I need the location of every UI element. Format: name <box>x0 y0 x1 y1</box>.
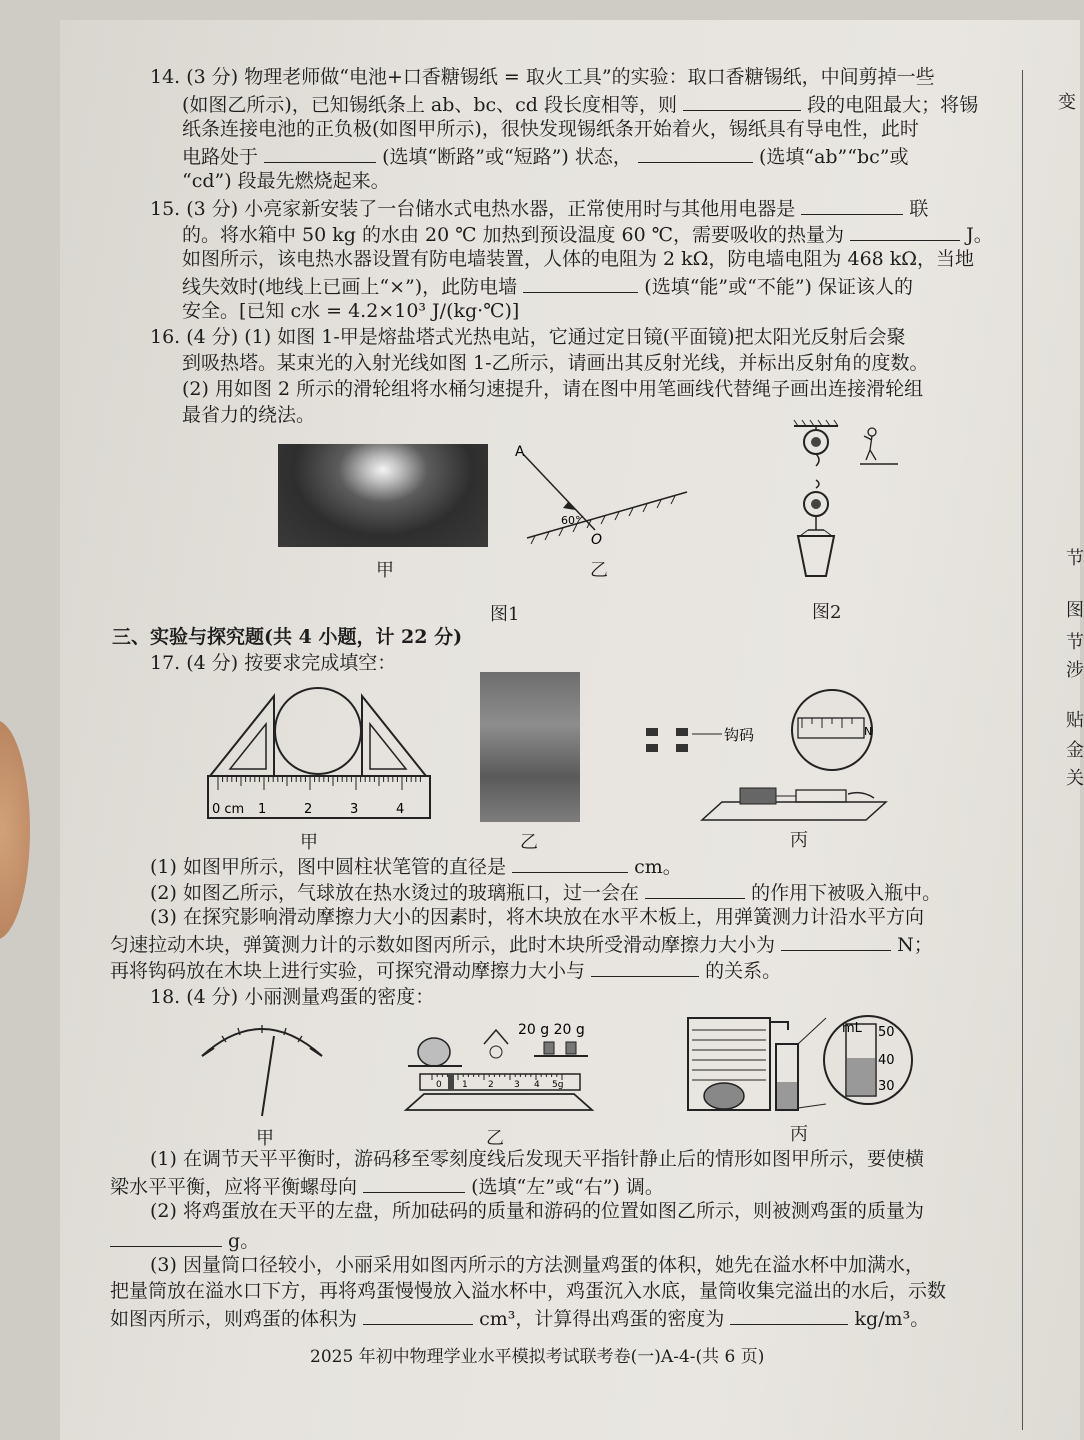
balloon-bottle-photo <box>480 672 580 822</box>
q14-line4 <box>182 142 909 170</box>
angle-label: 60° <box>561 514 581 527</box>
q17-p1-end: cm。 <box>634 856 682 878</box>
q18-blank-4[interactable] <box>730 1304 848 1325</box>
q17-p2 <box>150 878 941 906</box>
q15-line5: 安全。[已知 c水 = 4.2×10³ J/(kg·℃)] <box>182 300 520 322</box>
q15-line4-text: 线失效时(地线上已画上“×”)，此防电墙 <box>182 276 518 298</box>
q15-line4-end: (选填“能”或“不能”) 保证该人的 <box>644 276 914 298</box>
q15-blank-1[interactable] <box>801 194 903 215</box>
weight-2 <box>566 1042 576 1054</box>
q18-yi-caption: 乙 <box>486 1128 504 1149</box>
q17-blank-3[interactable] <box>781 930 891 951</box>
fig1-yi-caption: 乙 <box>590 560 608 581</box>
margin-char-6: 贴 <box>1066 710 1084 731</box>
q17-p5-text: 再将钩码放在木块上进行实验，可探究滑动摩擦力大小与 <box>110 960 586 982</box>
q15-line1-end: 联 <box>909 198 929 220</box>
q15-line3: 如图所示，该电热水器设置有防电墙装置，人体的电阻为 2 kΩ，防电墙电阻为 468 kΩ，当地 <box>182 248 975 270</box>
q14-line2-end: 段的电阻最大；将锡 <box>807 94 979 116</box>
water-bucket <box>798 536 834 576</box>
q15-blank-2[interactable] <box>850 220 960 241</box>
q17-p3: (3) 在探究影响滑动摩擦力大小的因素时，将木块放在水平木板上，用弹簧测力计沿水平方向 <box>150 906 924 928</box>
q18-p4 <box>110 1226 259 1254</box>
q17-p4 <box>110 930 933 958</box>
q18-p2-text: 梁水平平衡，应将平衡螺母向 <box>110 1176 358 1198</box>
q15-line4 <box>182 272 913 300</box>
egg <box>418 1038 450 1066</box>
cyl-tick-50: 50 <box>878 1025 895 1040</box>
page-footer: 2025 年初中物理学业水平模拟考试联考卷(一)A-4-(共 6 页) <box>310 1347 765 1367</box>
q17-p4-text: 匀速拉动木块，弹簧测力计的示数如图丙所示，此时木块所受滑动摩擦力大小为 <box>110 934 776 956</box>
q17-p5-end: 的关系。 <box>705 960 782 982</box>
pointer <box>262 1036 274 1116</box>
person-head-icon <box>868 428 876 436</box>
q18-p6: 把量筒放在溢水口下方，再将鸡蛋慢慢放入溢水杯中，鸡蛋沉入水底，量筒收集完溢出的水后，示数 <box>110 1280 947 1302</box>
q16-line1: 16. (4 分) (1) 如图 1-甲是熔盐塔式光热电站，它通过定日镜(平面镜)把太阳光反射后会聚 <box>150 326 906 348</box>
q18-p7 <box>110 1304 929 1332</box>
pen-tube <box>275 688 361 774</box>
q18-blank-1[interactable] <box>363 1172 465 1193</box>
q14-line1: 14. (3 分) 物理老师做“电池+口香糖锡纸 = 取火工具”的实验：取口香糖锡纸，中间剪掉一些 <box>150 66 935 88</box>
margin-char-8: 关 <box>1066 768 1084 789</box>
q18-p1: (1) 在调节天平平衡时，游码移至零刻度线后发现天平指针静止后的情形如图甲所示，要使横 <box>150 1148 924 1170</box>
set-square-right <box>362 696 426 776</box>
beam-tick-5: 5g <box>552 1080 564 1090</box>
q14-line3: 纸条连接电池的正负极(如图甲所示)，很快发现锡纸条开始着火，锡纸具有导电性，此时 <box>182 118 919 140</box>
margin-char-4: 节 <box>1066 632 1084 653</box>
balance-diagram <box>398 1018 598 1118</box>
finger-edge <box>0 720 30 940</box>
hook-weights-icon <box>646 728 688 752</box>
margin-char-3: 图 <box>1066 600 1084 621</box>
gauge-unit: N <box>864 725 873 738</box>
q16-line3: (2) 用如图 2 所示的滑轮组将水桶匀速提升，请在图中用笔画线代替绳子画出连接滑轮组 <box>182 378 924 400</box>
margin-char-5: 涉 <box>1066 660 1084 681</box>
q17-jia-caption: 甲 <box>300 832 318 853</box>
q14-line4-text: 电路处于 <box>182 146 259 168</box>
magnified-water <box>847 1058 875 1095</box>
ruler-tick-3: 3 <box>350 802 359 817</box>
friction-diagram <box>636 690 896 830</box>
margin-char-7: 金 <box>1066 740 1084 761</box>
spring-scale <box>796 790 846 802</box>
q15-blank-3[interactable] <box>523 272 638 293</box>
pulley-diagram <box>790 418 910 598</box>
q14-blank-1[interactable] <box>683 90 801 111</box>
q18-p2-end: (选填“左”或“右”) 调。 <box>471 1176 664 1198</box>
ruler-unit: 0 cm <box>212 802 245 817</box>
water-lines <box>692 1030 766 1080</box>
cyl-unit: mL <box>842 1021 862 1036</box>
hand-icon <box>848 793 874 798</box>
margin-rule <box>1022 70 1023 1430</box>
q18-jia-caption: 甲 <box>256 1128 274 1149</box>
incident-ray <box>523 454 595 530</box>
ruler-tick-2: 2 <box>304 802 313 817</box>
q14-blank-2[interactable] <box>264 142 376 163</box>
q17-title: 17. (4 分) 按要求完成填空： <box>150 652 397 674</box>
weight-1 <box>544 1042 554 1054</box>
rider <box>448 1074 454 1090</box>
q15-line2-text: 的。将水箱中 50 kg 的水由 20 ℃ 加热到预设温度 60 ℃，需要吸收的热量为 <box>182 224 845 246</box>
board <box>702 802 886 820</box>
q17-p2-end: 的作用下被吸入瓶中。 <box>751 882 942 904</box>
q17-blank-2[interactable] <box>645 878 745 899</box>
q14-line2 <box>182 90 978 118</box>
set-square-left <box>210 696 274 776</box>
ruler-tick-1: 1 <box>258 802 267 817</box>
beam-tick-3: 3 <box>514 1080 520 1090</box>
balance-pointer-diagram <box>192 1012 332 1122</box>
q14-blank-3[interactable] <box>638 142 753 163</box>
q18-blank-2[interactable] <box>110 1226 222 1247</box>
margin-char-1: 变 <box>1058 92 1076 113</box>
mirror-hatching <box>531 496 675 544</box>
beam-tick-2: 2 <box>488 1080 494 1090</box>
weights-label: 钩码 <box>724 726 755 744</box>
q17-p5 <box>110 956 781 984</box>
margin-char-2: 节 <box>1066 548 1084 569</box>
wood-block <box>740 788 776 804</box>
q18-p4-text: g。 <box>228 1230 260 1252</box>
q17-p1 <box>150 852 682 880</box>
ruler-tick-4: 4 <box>396 802 405 817</box>
q15-line2-end: J。 <box>966 224 993 246</box>
cylinder-water <box>777 1082 797 1109</box>
cyl-tick-30: 30 <box>878 1079 895 1094</box>
q18-p5: (3) 因量筒口径较小，小丽采用如图丙所示的方法测量鸡蛋的体积，她先在溢水杯中加满水， <box>150 1254 924 1276</box>
movable-pulley-axle <box>811 499 821 509</box>
solar-station-photo <box>278 444 488 547</box>
beam-tick-0: 0 <box>436 1080 442 1090</box>
q14-line4-end: (选填“ab”“bc”或 <box>758 146 909 168</box>
q18-p3: (2) 将鸡蛋放在天平的左盘，所加砝码的质量和游码的位置如图乙所示，则被测鸡蛋的质量为 <box>150 1200 924 1222</box>
label-a: A <box>515 444 525 460</box>
q15-line2 <box>182 220 993 248</box>
q15-line1-text: 15. (3 分) 小亮家新安装了一台储水式电热水器，正常使用时与其他用电器是 <box>150 198 796 220</box>
weights-text: 20 g 20 g <box>518 1022 585 1038</box>
q18-blank-3[interactable] <box>363 1304 473 1325</box>
q14-line2-text: (如图乙所示)，已知锡纸条上 ab、bc、cd 段长度相等，则 <box>182 94 678 116</box>
cyl-tick-40: 40 <box>878 1053 895 1068</box>
egg-in-water <box>704 1083 744 1109</box>
q16-line4: 最省力的绕法。 <box>182 404 316 426</box>
balance-base <box>406 1094 592 1110</box>
q17-p1-text: (1) 如图甲所示，图中圆柱状笔管的直径是 <box>150 856 506 878</box>
label-o: O <box>591 532 603 548</box>
beam-tick-1: 1 <box>462 1080 468 1090</box>
spout <box>770 1022 788 1030</box>
q17-p4-end: N； <box>897 934 933 956</box>
q18-bing-caption: 丙 <box>790 1124 808 1145</box>
fig1-caption: 图1 <box>490 604 520 625</box>
q18-p7-text: 如图丙所示，则鸡蛋的体积为 <box>110 1308 358 1330</box>
overflow-cup-diagram <box>676 1004 916 1116</box>
q18-title: 18. (4 分) 小丽测量鸡蛋的密度： <box>150 986 435 1008</box>
q14-line4-mid: (选填“断路”或“短路”) 状态， <box>382 146 632 168</box>
beam-tick-4: 4 <box>534 1080 540 1090</box>
q17-bing-caption: 丙 <box>790 830 808 851</box>
gauge-magnifier <box>792 690 872 770</box>
q17-yi-caption: 乙 <box>520 832 538 853</box>
q17-blank-1[interactable] <box>512 852 628 873</box>
q17-p2-text: (2) 如图乙所示，气球放在热水烫过的玻璃瓶口，过一会在 <box>150 882 639 904</box>
q17-blank-4[interactable] <box>591 956 699 977</box>
person-figure-icon <box>864 436 876 460</box>
scale-arc <box>202 1029 322 1056</box>
q18-p2 <box>110 1172 664 1200</box>
ruler-diagram <box>206 676 434 826</box>
q14-line5: “cd”) 段最先燃烧起来。 <box>182 170 390 192</box>
q16-line2: 到吸热塔。某束光的入射光线如图 1-乙所示，请画出其反射光线，并标出反射角的度数。 <box>182 352 929 374</box>
fig1-jia-caption: 甲 <box>376 560 394 581</box>
q18-p7-mid: cm³，计算得出鸡蛋的密度为 <box>479 1308 725 1330</box>
fig2-caption: 图2 <box>812 602 842 623</box>
section-3-heading: 三、实验与探究题(共 4 小题，计 22 分) <box>112 626 463 648</box>
mirror-surface <box>527 492 687 538</box>
q15-line1 <box>150 194 928 222</box>
fixed-pulley-axle <box>811 437 821 447</box>
q18-p7-end: kg/m³。 <box>854 1308 930 1330</box>
